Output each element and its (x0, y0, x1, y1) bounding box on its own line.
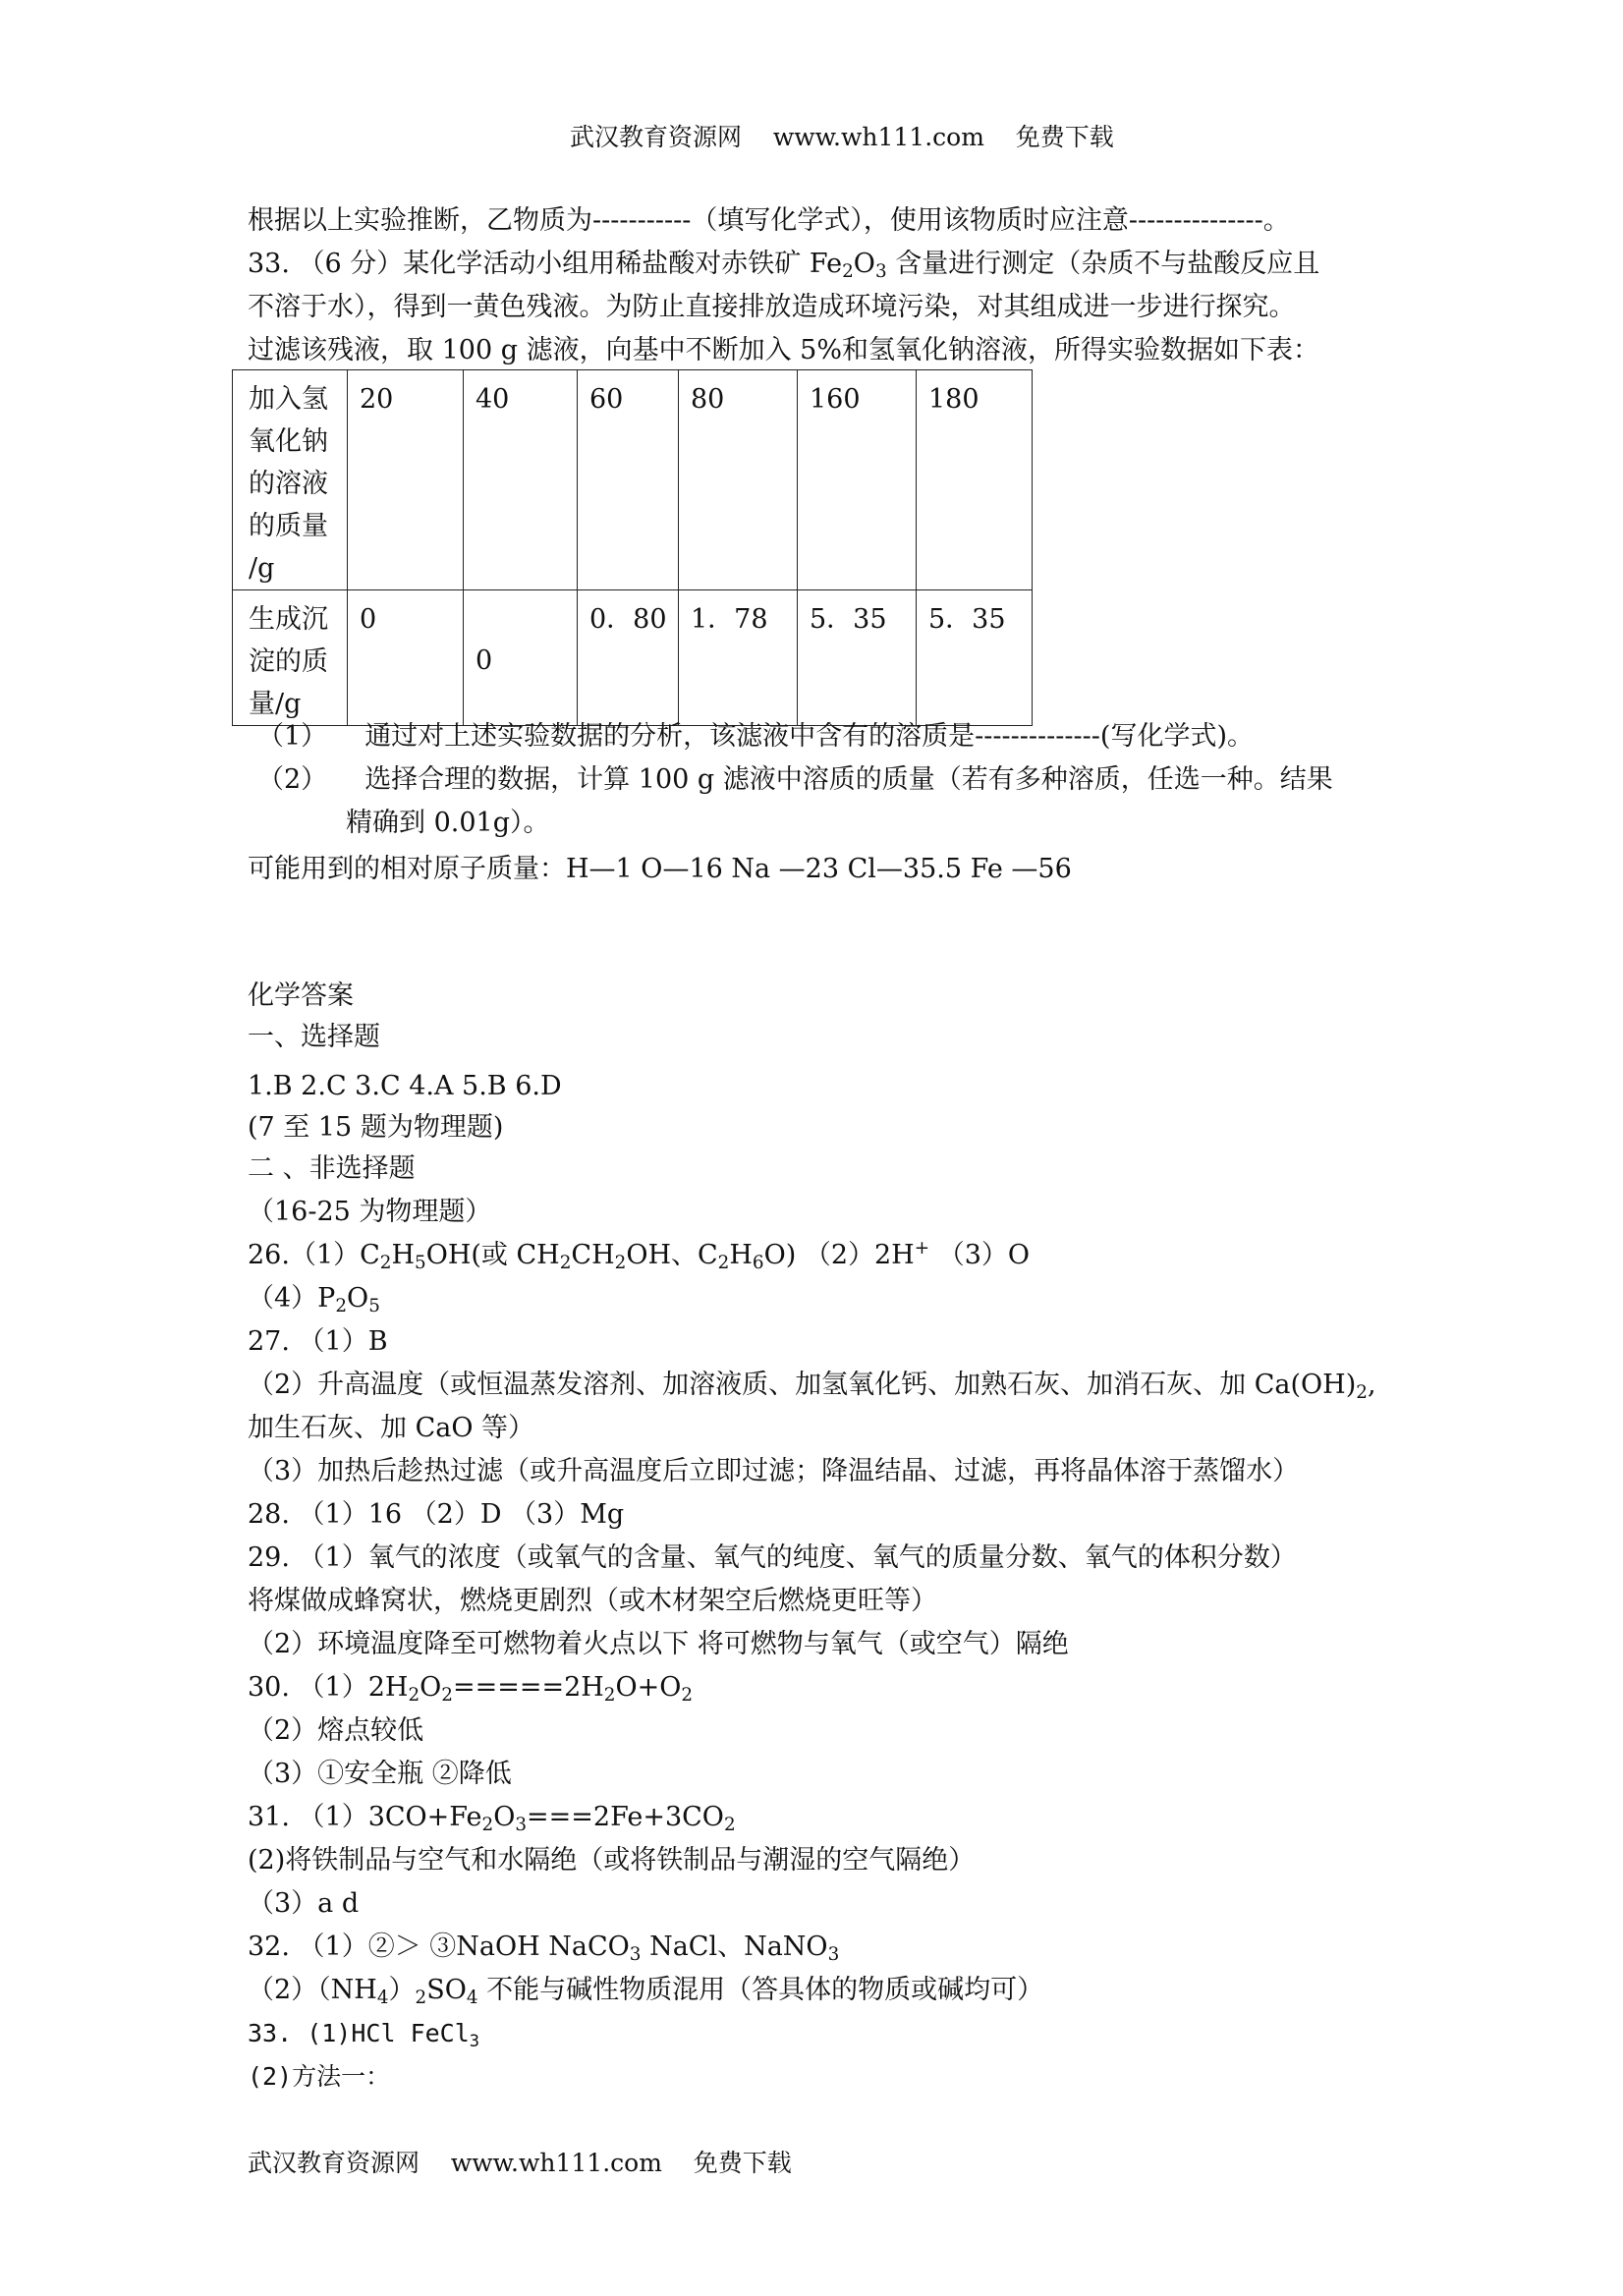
q32-conclusion (248, 204, 1290, 238)
text: O (493, 1802, 516, 1832)
atomic-masses: 可能用到的相对原子质量：H—1 O—16 Na —23 Cl—35.5 Fe —56 (248, 854, 1072, 884)
subscript: 6 (752, 1253, 764, 1274)
table-cell: 40 (464, 370, 578, 590)
blank: ----------- (592, 205, 692, 236)
subscript: 2 (415, 1988, 427, 2009)
subscript: 3 (629, 1944, 642, 1966)
answer-30-2: （2）熔点较低 (248, 1715, 424, 1746)
subscript: 2 (379, 1253, 392, 1274)
answer-27-2-cont: 加生石灰、加 CaO 等） (248, 1413, 535, 1443)
text: O (347, 1283, 369, 1314)
item-number: （1） (257, 721, 328, 752)
subscript: 3 (469, 2031, 480, 2051)
text: 30. （1）2H (248, 1672, 409, 1703)
text: H (391, 1240, 416, 1270)
row-header-line: 的质量 (249, 511, 328, 541)
text: 根据以上实验推断，乙物质为 (248, 205, 592, 236)
row-header-line: 加入氢 (249, 384, 328, 415)
text: ） (388, 1975, 416, 2005)
answer-31-2: (2)将铁制品与空气和水隔绝（或将铁制品与潮湿的空气隔绝） (248, 1845, 976, 1876)
data-table (232, 369, 1033, 726)
table-cell: 5．35 (917, 590, 1033, 726)
row-header-line: 的溶液 (249, 469, 328, 499)
answer-31-1 (248, 1801, 736, 1834)
subscript: 2 (1356, 1382, 1368, 1404)
physics-note-1: (7 至 15 题为物理题) (248, 1112, 504, 1143)
subscript: 5 (368, 1296, 380, 1317)
physics-note-2: （16-25 为物理题） (248, 1197, 492, 1227)
item-text: 选择合理的数据，计算 100 g 滤液中溶质的质量（若有多种溶质，任选一种。结果 (364, 764, 1333, 795)
row-header-cell (233, 370, 348, 590)
table-cell (464, 590, 578, 726)
text: （3）O (929, 1240, 1031, 1270)
q33-sub1 (257, 720, 1254, 754)
answer-30-3: （3）①安全瓶 ②降低 (248, 1759, 512, 1789)
text: （4）P (248, 1283, 336, 1314)
row-header-line: /g (249, 553, 275, 584)
subscript: 3 (827, 1944, 840, 1966)
row-header-line: 量/g (249, 689, 302, 719)
text: O+O (615, 1672, 682, 1703)
footer-site: 武汉教育资源网 (248, 2149, 420, 2177)
answer-33-2: (2)方法一： (248, 2062, 391, 2091)
table-row (233, 590, 1033, 726)
subscript: 2 (408, 1685, 420, 1707)
text: H (729, 1240, 753, 1270)
subscript: 4 (466, 1988, 478, 2009)
section-nonchoice: 二 、非选择题 (248, 1153, 416, 1184)
row-header-line: 生成沉 (249, 604, 328, 635)
text: 32. （1）②＞ ③NaOH NaCO (248, 1932, 630, 1962)
choice-answers: 1.B 2.C 3.C 4.A 5.B 6.D (248, 1071, 562, 1101)
answer-32-1 (248, 1931, 839, 1964)
text: 33. （6 分）某化学活动小组用稀盐酸对赤铁矿 Fe (248, 249, 843, 279)
q33-line3: 过滤该残液，取 100 g 滤液，向基中不断加入 5%和氢氧化钠溶液，所得实验数据如下表： (248, 335, 1319, 365)
footer-note: 免费下载 (693, 2149, 792, 2177)
text: OH(或 CH (425, 1240, 560, 1270)
text: 33. (1)HCl FeCl (248, 2019, 470, 2047)
answer-30-1 (248, 1671, 693, 1705)
answer-29-2: （2）环境温度降至可燃物着火点以下 将可燃物与氧气（或空气）隔绝 (248, 1629, 1069, 1659)
text: （填写化学式），使用该物质时应注意 (691, 205, 1129, 236)
text: NaCl、NaNO (641, 1932, 828, 1962)
header-url[interactable]: www.wh111.com (772, 123, 984, 151)
row-header-line: 氧化钠 (249, 426, 328, 457)
table-cell: 0 (348, 590, 464, 726)
table-cell: 5．35 (798, 590, 917, 726)
subscript: 2 (441, 1685, 453, 1707)
text: ===2Fe+3CO (527, 1802, 724, 1832)
q33-sub2-cont: 精确到 0.01g）。 (346, 808, 550, 838)
subscript: 2 (559, 1253, 572, 1274)
header-site: 武汉教育资源网 (570, 123, 743, 151)
text: , (1367, 1370, 1376, 1400)
answer-32-2 (248, 1974, 1043, 2007)
text: O (420, 1672, 442, 1703)
table-cell: 0．80 (578, 590, 679, 726)
text: OH、C (626, 1240, 718, 1270)
answer-28: 28. （1）16 （2）D （3）Mg (248, 1499, 625, 1530)
item-text: 通过对上述实验数据的分析，该滤液中含有的溶质是--------------(写化学式)。 (364, 721, 1254, 752)
answer-29-1-cont: 将煤做成蜂窝状，燃烧更剧烈（或木材架空后燃烧更旺等） (248, 1586, 937, 1616)
text: （2）（NH (248, 1975, 377, 2005)
page-header (570, 118, 1114, 153)
page-footer (248, 2144, 792, 2179)
text: 26.（1）C (248, 1240, 380, 1270)
text: 31. （1）3CO+Fe (248, 1802, 482, 1832)
subscript: 2 (681, 1685, 694, 1707)
table-cell: 80 (679, 370, 798, 590)
subscript: 4 (376, 1988, 389, 2009)
text: SO (426, 1975, 467, 2005)
subscript: 2 (481, 1815, 494, 1836)
subscript: 2 (614, 1253, 627, 1274)
section-choice: 一、选择题 (248, 1022, 380, 1052)
subscript: 2 (717, 1253, 730, 1274)
answer-27-2 (248, 1369, 1376, 1402)
table-cell: 180 (917, 370, 1033, 590)
answer-31-3: （3）a d (248, 1888, 360, 1919)
text: =====2H (452, 1672, 604, 1703)
text: 含量进行测定（杂质不与盐酸反应且 (886, 249, 1320, 279)
subscript: 2 (603, 1685, 616, 1707)
text: 。 (1262, 205, 1290, 236)
text: O) （2）2H (763, 1240, 915, 1270)
q33-line1 (248, 248, 1319, 281)
text: （2）升高温度（或恒温蒸发溶剂、加溶液质、加氢氧化钙、加熟石灰、加消石灰、加 Ca(OH) (248, 1370, 1357, 1400)
subscript: 2 (723, 1815, 736, 1836)
answer-27-3: （3）加热后趁热过滤（或升高温度后立即过滤；降温结晶、过滤，再将晶体溶于蒸馏水） (248, 1456, 1300, 1486)
subscript: 3 (515, 1815, 528, 1836)
answer-26-4 (248, 1282, 380, 1316)
text: CH (571, 1240, 615, 1270)
table-row (233, 370, 1033, 590)
q33-line2: 不溶于水），得到一黄色残液。为防止直接排放造成环境污染，对其组成进一步进行探究。 (248, 292, 1296, 322)
item-number: （2） (257, 764, 328, 795)
cell-value: 0 (476, 645, 493, 676)
q33-sub2 (257, 763, 1333, 797)
answers-title: 化学答案 (248, 980, 354, 1011)
text: O (853, 249, 875, 279)
table-cell: 160 (798, 370, 917, 590)
answer-29-1: 29. （1）氧气的浓度（或氧气的含量、氧气的纯度、氧气的质量分数、氧气的体积分数） (248, 1542, 1297, 1573)
header-note: 免费下载 (1015, 123, 1114, 151)
footer-url[interactable]: www.wh111.com (450, 2149, 662, 2177)
subscript: 5 (415, 1253, 426, 1274)
subscript: 2 (842, 261, 854, 283)
answer-27-1: 27. （1）B (248, 1326, 388, 1357)
table-cell: 20 (348, 370, 464, 590)
row-header-line: 淀的质 (249, 646, 328, 677)
answer-26 (248, 1239, 1030, 1272)
subscript: 2 (335, 1296, 348, 1317)
row-header-cell (233, 590, 348, 726)
table-cell: 1．78 (679, 590, 798, 726)
superscript: + (914, 1237, 930, 1259)
table-cell: 60 (578, 370, 679, 590)
answer-33-1 (248, 2017, 479, 2050)
blank: --------------- (1128, 205, 1263, 236)
subscript: 3 (874, 261, 887, 283)
text: 不能与碱性物质混用（答具体的物质或碱均可） (477, 1975, 1044, 2005)
